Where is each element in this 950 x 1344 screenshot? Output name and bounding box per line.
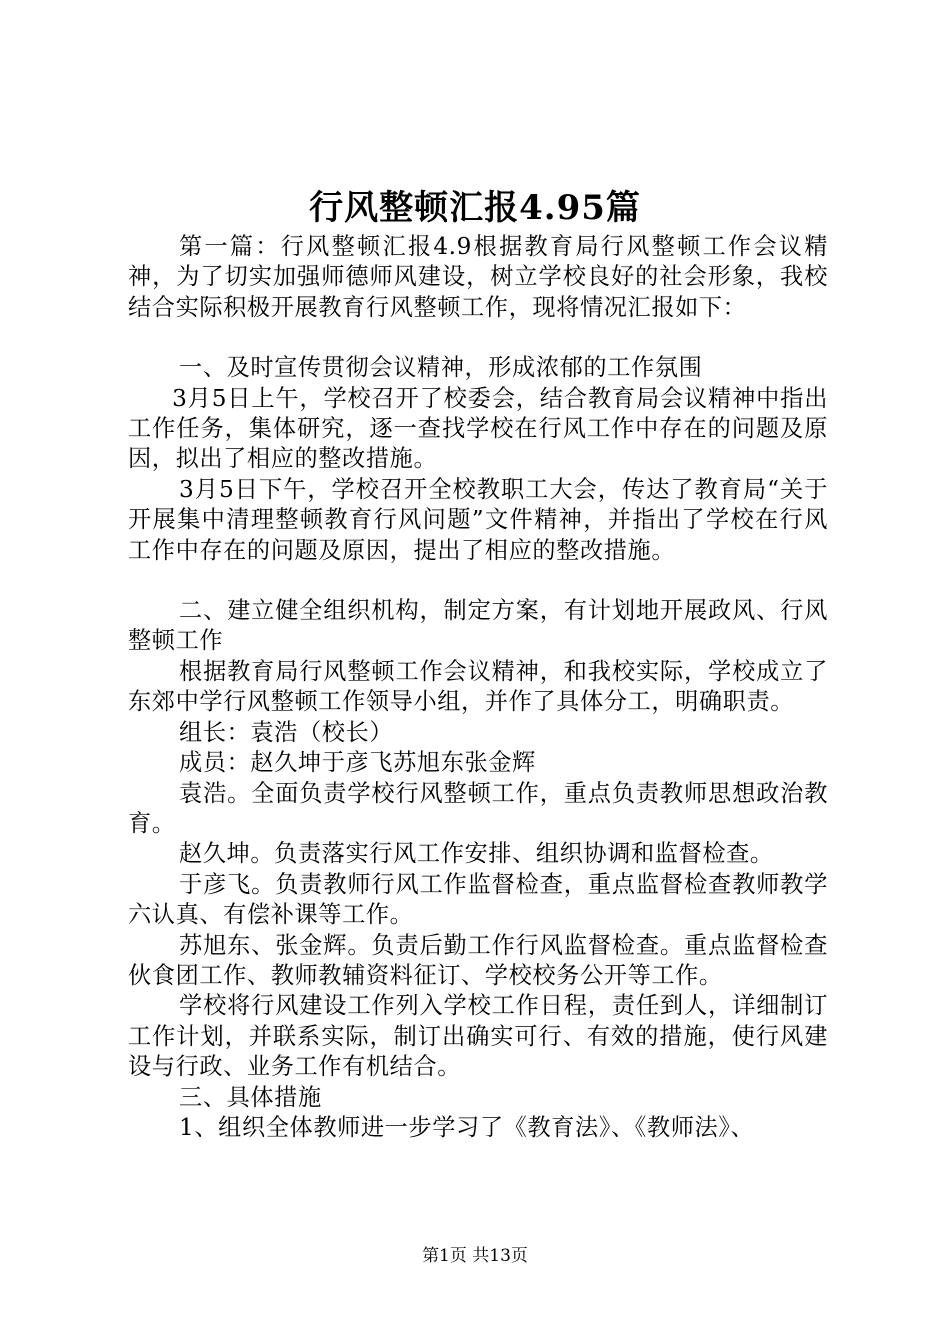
paragraph-duty-zhao: 赵久坤。负责落实行风工作安排、组织协调和监督检查。 [179,840,774,868]
page-number: 第1页 共13页 [422,1246,528,1266]
document-title: 行风整顿汇报4.95篇 [309,188,641,228]
section-heading-2: 二、建立健全组织机构，制定方案，有计划地开展政风、行风整顿工作 [128,597,828,655]
paragraph-work-plan: 学校将行风建设工作列入学校工作日程，责任到人，详细制订工作计划，并联系实际，制订出确实可行、有效的措施，使行风建设与行政、业务工作有机结合。 [128,992,828,1081]
paragraph-gap [128,566,828,596]
paragraph-group-leader: 组长：袁浩（校长） [179,718,394,746]
paragraph-intro: 第一篇：行风整顿汇报4.9根据教育局行风整顿工作会议精神，为了切实加强师德师风建设，树立学校良好的社会形象，我校结合实际积极开展教育行风整顿工作，现将情况汇报如下： [128,233,828,321]
paragraph-gap [128,323,828,353]
paragraph-morning-meeting: 3月5日上午，学校召开了校委会，结合教育局会议精神中指出工作任务，集体研究，逐一查找学校在行风工作中存在的问题及原因，拟出了相应的整改措施。 [128,384,828,473]
paragraph-leading-group: 根据教育局行风整顿工作会议精神，和我校实际，学校成立了东郊中学行风整顿工作领导小组，并作了具体分工，明确职责。 [128,657,828,716]
section-heading-1: 一、及时宣传贯彻会议精神，形成浓郁的工作氛围 [179,354,703,382]
paragraph-duty-yuan: 袁浩。全面负责学校行风整顿工作，重点负责教师思想政治教育。 [128,779,828,837]
paragraph-group-members: 成员：赵久坤于彦飞苏旭东张金辉 [179,749,536,777]
paragraph-afternoon-meeting: 3月5日下午，学校召开全校教职工大会，传达了教育局“关于开展集中清理整顿教育行风问题”文件精神，并指出了学校在行风工作中存在的问题及原因，提出了相应的整改措施。 [128,475,828,564]
paragraph-measure-1: 1、组织全体教师进一步学习了《教育法》、《教师法》、 [179,1113,755,1141]
paragraph-duty-yu: 于彦飞。负责教师行风工作监督检查，重点监督检查教师教学六认真、有偿补课等工作。 [128,870,828,929]
section-heading-3: 三、具体措施 [179,1083,322,1111]
paragraph-duty-su-zhang: 苏旭东、张金辉。负责后勤工作行风监督检查。重点监督检查伙食团工作、教师教辅资料征订、学校校务公开等工作。 [128,931,828,989]
document-body [128,232,828,1143]
